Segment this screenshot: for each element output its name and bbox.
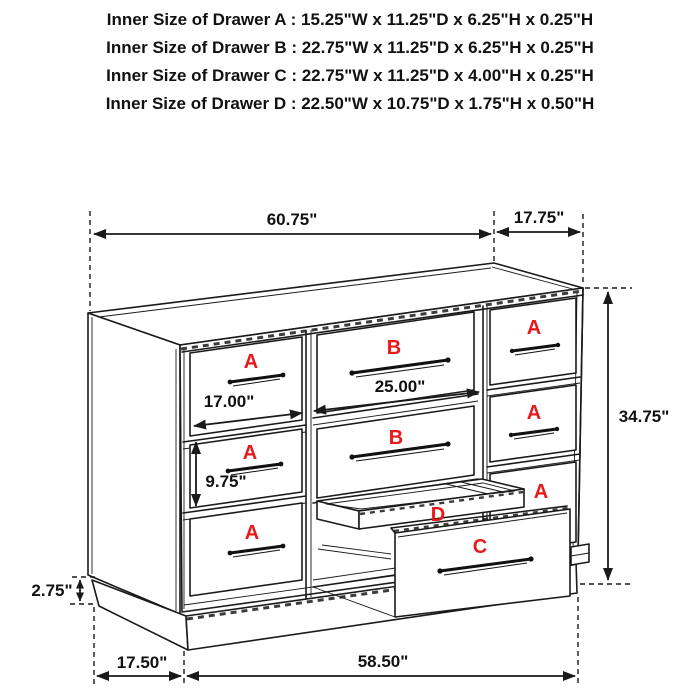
label-d: D — [430, 504, 446, 526]
dim-drawer-height-label: 9.75" — [205, 472, 247, 491]
label-c: C — [472, 536, 488, 558]
spec-line-b: Inner Size of Drawer B : 22.75"W x 11.25"D x 6.25"H x 0.25"H — [106, 38, 594, 57]
spec-line-c: Inner Size of Drawer C : 22.75"W x 11.25"D x 4.00"H x 0.25"H — [106, 66, 594, 85]
label-a2-right: A — [526, 402, 542, 424]
dim-middle-width-label: 25.00" — [374, 377, 426, 396]
dim-top-width-label: 60.75" — [266, 210, 318, 229]
dim-top-depth-label: 17.75" — [513, 208, 565, 227]
label-a3-right: A — [533, 481, 549, 503]
label-a3-left: A — [244, 522, 260, 544]
drawer-front-a1-right — [490, 298, 576, 385]
label-b2: B — [388, 427, 404, 449]
dim-base-height-label: 2.75" — [31, 581, 73, 600]
dim-total-height-label: 34.75" — [618, 407, 670, 426]
spec-line-a: Inner Size of Drawer A : 15.25"W x 11.25"D x 6.25"H x 0.25"H — [106, 10, 594, 29]
dim-base-depth-label: 17.50" — [116, 653, 168, 672]
label-a2-left: A — [242, 442, 258, 464]
label-a1-left: A — [243, 351, 259, 373]
spec-line-d: Inner Size of Drawer D : 22.50"W x 10.75"D x 1.75"H x 0.50"H — [105, 94, 595, 113]
label-b1: B — [386, 337, 402, 359]
dim-base-width-label: 58.50" — [357, 652, 409, 671]
label-a1-right: A — [526, 317, 542, 339]
dim-left-width-label: 17.00" — [203, 392, 255, 411]
